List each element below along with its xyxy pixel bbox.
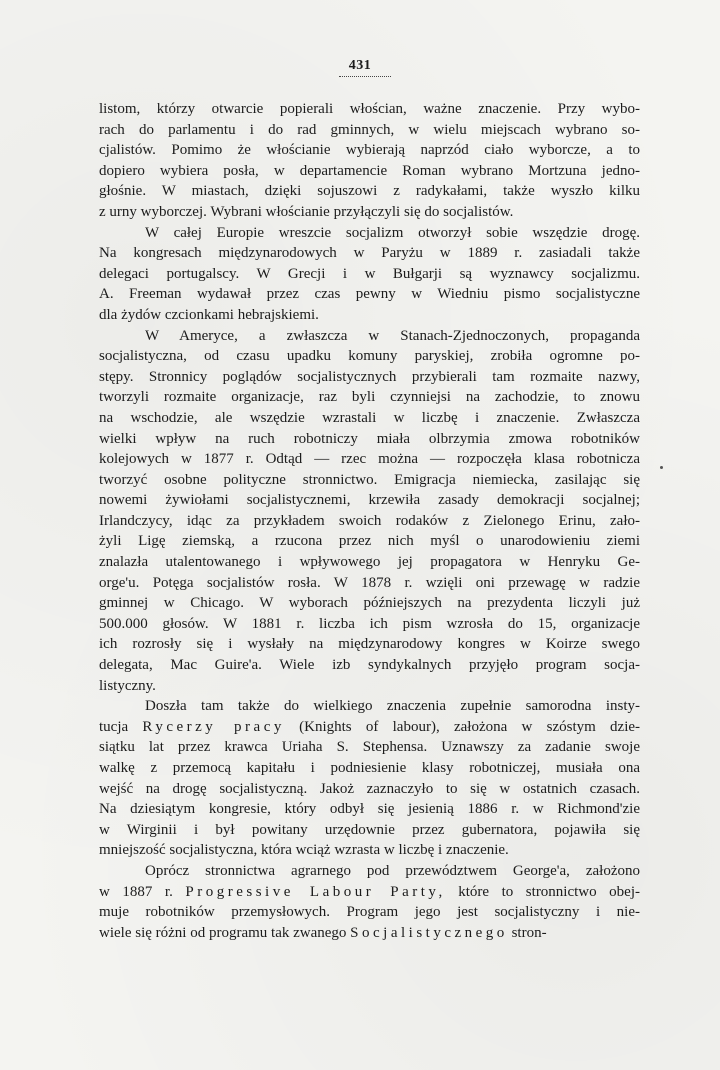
text-line: znalazła utalentowanego i wpływowego jej propagatora w Henryku Ge- (99, 554, 640, 571)
text-line: cjalistów. Pomimo że włościanie wybierają naprzód ciało wyborcze, a to (99, 142, 640, 159)
text-line: delegata, Mac Guire'a. Wiele izb syndykalnych przyjęło program socja- (99, 657, 640, 674)
text-line: delegaci portugalscy. W Grecji i w Bułgarji są wyznawcy socjalizmu. (99, 265, 640, 282)
text-line: Irlandczycy, idąc za przykładem swoich rodaków z Zielonego Erinu, zało- (99, 512, 640, 529)
text-line: Na dziesiątym kongresie, który odbył się jesienią 1886 r. w Richmond'zie (99, 801, 640, 818)
page-number-underline (339, 76, 391, 77)
emphasized-text: Socjalistycznego (350, 924, 508, 941)
text-line: siątku lat przez krawca Uriaha S. Stephensa. Uznawszy za zadanie swoje (99, 739, 640, 756)
text-line: Doszła tam także do wielkiego znaczenia zupełnie samorodna insty- (145, 698, 640, 715)
text-segment: które to stronnictwo obej- (445, 883, 640, 900)
text-line: stępy. Stronnicy poglądów socjalistycznych przybierali tam rozmaite nazwy, (99, 368, 640, 385)
text-line: dla żydów czcionkami hebrajskiemi. (99, 306, 319, 323)
text-line (99, 923, 640, 944)
text-segment: tucja (99, 718, 143, 735)
text-line: gminnej w Chicago. W wyborach późniejszych na prezydenta liczyli już (99, 595, 640, 612)
text-segment: stron- (507, 924, 547, 941)
text-segment: wiele się różni od programu tak zwanego (99, 924, 351, 941)
text-line: z urny wyborczej. Wybrani włościanie przyłączyli się do socjalistów. (99, 203, 514, 220)
text-line: socjalistyczna, od czasu upadku komuny paryskiej, zrobiła ogromne po- (99, 348, 640, 365)
text-line: W całej Europie wreszcie socjalizm otworzył sobie wszędzie drogę. (145, 224, 640, 241)
text-line: muje robotników przemysłowych. Program jego jest socjalistyczny i nie- (99, 904, 640, 921)
page-number: 431 (348, 58, 372, 73)
text-line: w Wirginii i był powitany urzędownie przez gubernatora, pojawiła się (99, 821, 640, 838)
text-line: orge'u. Potęga socjalistów rosła. W 1878 r. wzięli oni przewagę w radzie (99, 574, 640, 591)
text-line (99, 882, 640, 903)
text-line: W Ameryce, a zwłaszcza w Stanach-Zjednoczonych, propaganda (145, 327, 640, 344)
text-line (99, 717, 640, 738)
text-line: nowemi żywiołami socjalistycznemi, krzewiła zasady demokracji socjalnej; (99, 492, 640, 509)
emphasized-text: Rycerzy pracy (142, 718, 285, 735)
text-line: na wschodzie, ale wszędzie wzrastali w liczbę i znaczenie. Zwłaszcza (99, 409, 640, 426)
text-line: dopiero wybiera posła, w departamencie Roman wybrano Mortzuna jedno- (99, 162, 640, 179)
paragraph (99, 326, 640, 697)
text-line: mniejszość socjalistyczna, która wciąż wzrasta w liczbę i znaczenie. (99, 842, 509, 859)
text-line: listom, którzy otwarcie popierali włościan, ważne znaczenie. Przy wybo- (99, 101, 640, 117)
text-line: wejść na drogę socjalistyczną. Jakoż zaznaczyło to się w ostatnich czasach. (99, 780, 640, 797)
emphasized-text: Progressive Labour Party, (185, 883, 446, 900)
text-line: ich rozrosły się i wysłały na międzynarodowy kongres w Koirze swego (99, 636, 640, 653)
text-line: kolejowych w 1877 r. Odtąd — rzec można — rozpoczęła klasa robotnicza (99, 451, 640, 468)
text-line: wielki wpływ na ruch robotniczy miała olbrzymia zmowa robotników (99, 430, 640, 447)
text-line: listyczny. (99, 677, 156, 694)
paragraph (99, 223, 640, 326)
text-line: tworzyli rozmaite organizacje, raz byli czynniejsi na zachodzie, to znowu (99, 389, 640, 406)
body-text (99, 99, 640, 943)
paper-speck (660, 466, 663, 469)
text-line: tworzyć osobne polityczne stronnictwo. Emigracja niemiecka, zasilając się (99, 471, 640, 488)
paragraph (99, 861, 640, 943)
text-line: żyli Ligę ziemską, a rzucona przez nich myśl o unarodowieniu ziemi (99, 533, 640, 550)
text-line: A. Freeman wydawał przez czas pewny w Wiedniu pismo socjalistyczne (99, 286, 640, 303)
text-line: Na kongresach międzynarodowych w Paryżu w 1889 r. zasiadali także (99, 245, 640, 262)
text-segment: w 1887 r. (99, 883, 186, 900)
text-line: Oprócz stronnictwa agrarnego pod przewództwem George'a, założono (145, 862, 640, 879)
paragraph (99, 696, 640, 861)
text-line: 500.000 głosów. W 1881 r. liczba ich pism wzrosła do 15, organizacje (99, 615, 640, 632)
paragraph (99, 99, 640, 223)
text-line: głośnie. W miastach, dzięki sojuszowi z radykałami, także wyszło kilku (99, 183, 640, 200)
text-line: walkę z przemocą kapitału i podniesienie klasy robotniczej, musiała ona (99, 760, 640, 776)
text-line: rach do parlamentu i do rad gminnych, w wielu miejscach wybrano so- (99, 121, 640, 138)
text-segment: (Knights of labour), założona w szóstym dzie- (284, 718, 640, 735)
